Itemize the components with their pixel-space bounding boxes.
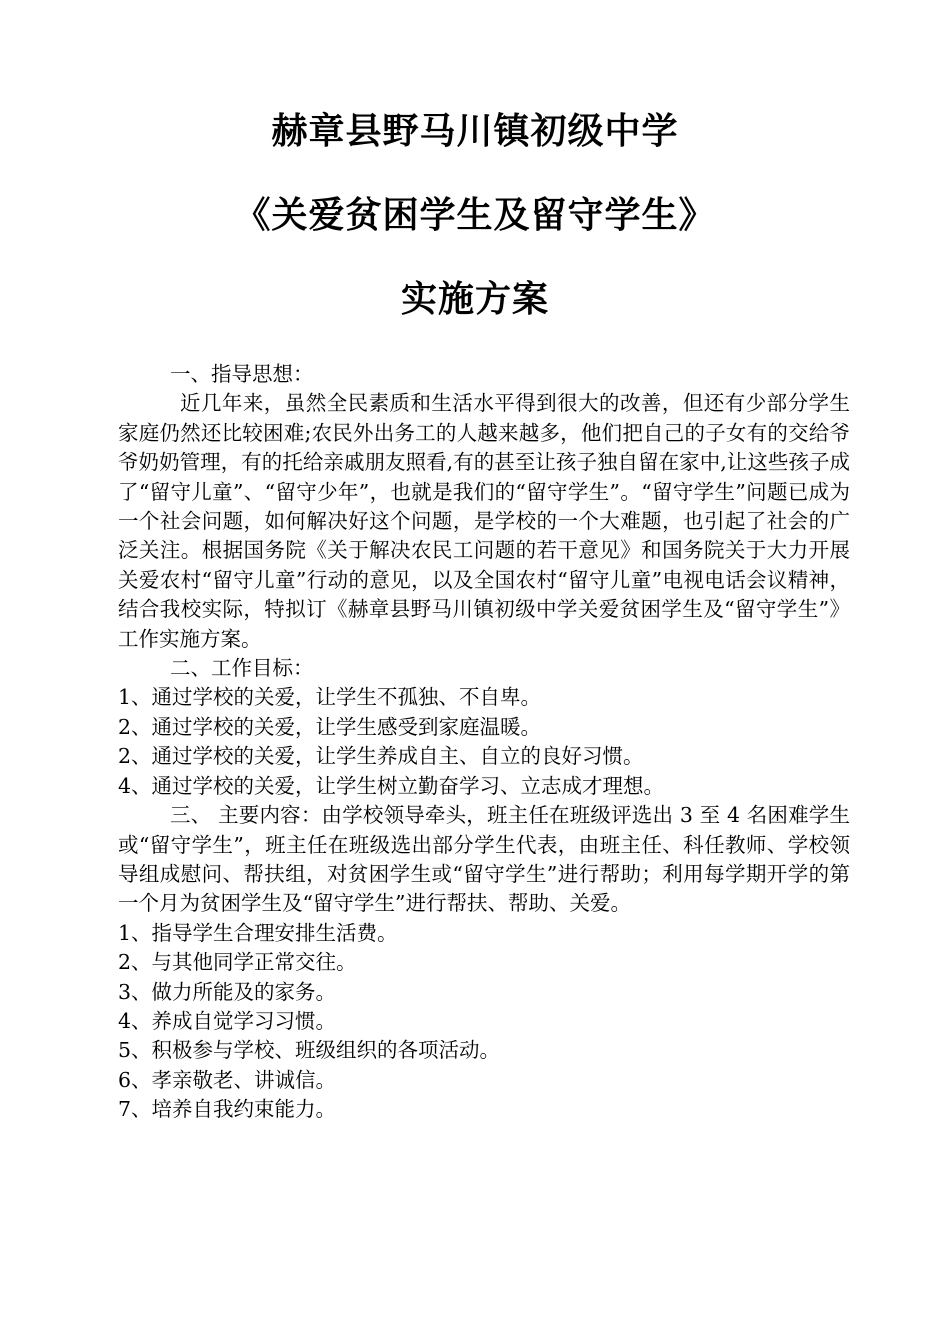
- content-item-7: 7、培养自我约束能力。: [118, 1097, 337, 1122]
- goal-item-3: 2、通过学校的关爱，让学生养成自主、自立的良好习惯。: [118, 744, 644, 769]
- title-block: [0, 112, 950, 364]
- content-item-5: 5、积极参与学校、班级组织的各项活动。: [118, 1038, 501, 1063]
- content-item-3: 3、做力所能及的家务。: [118, 979, 337, 1004]
- content-item-1: 1、指导学生合理安排生活费。: [118, 920, 398, 945]
- content-item-6: 6、孝亲敬老、讲诚信。: [118, 1067, 337, 1092]
- program-title: 《关爱贫困学生及留守学生》: [234, 195, 716, 236]
- goal-item-2: 2、通过学校的关爱，让学生感受到家庭温暖。: [118, 714, 542, 739]
- content-item-4: 4、养成自觉学习习惯。: [118, 1008, 337, 1033]
- goal-item-4: 4、通过学校的关爱，让学生树立勤奋学习、立志成才理想。: [118, 773, 665, 798]
- section1-heading: 一、指导思想：: [170, 362, 314, 386]
- plan-title: 实施方案: [400, 279, 549, 320]
- section2-heading: 二、工作目标：: [170, 656, 314, 681]
- school-title: 赫章县野马川镇初级中学: [271, 111, 679, 152]
- goal-item-1: 1、通过学校的关爱，让学生不孤独、不自卑。: [118, 685, 542, 710]
- section3-paragraph: 三、 主要内容：由学校领导牵头，班主任在班级评选出 3 至 4 名困难学生或“留守学生”，班主任在班级选出部分学生代表，由班主任、科任教师、学校领导组成慰问、帮扶组，对贫困学生或“留守学生”进行帮助；利用每学期开学的第一个月为贫困学生及“留守学生”进行帮扶、帮助、关爱。: [118, 803, 850, 916]
- document-body: [118, 360, 850, 1125]
- section1-paragraph: 近几年来，虽然全民素质和生活水平得到很大的改善，但还有少部分学生家庭仍然还比较困难;农民外出务工的人越来越多，他们把自己的子女有的交给爷爷奶奶管理，有的托给亲戚朋友照看,有的甚至让孩子独自留在家中,让这些孩子成了“留守儿童”、“留守少年”，也就是我们的“留守学生”。“留守学生”问题已成为一个社会问题，如何解决好这个问题，是学校的一个大难题，也引起了社会的广泛关注。根据国务院《关于解决农民工问题的若干意见》和国务院关于大力开展关爱农村“留守儿童”行动的意见，以及全国农村“留守儿童”电视电话会议精神，结合我校实际，特拟订《赫章县野马川镇初级中学关爱贫困学生及“留守学生”》工作实施方案。: [118, 391, 850, 651]
- content-item-2: 2、与其他同学正常交往。: [118, 950, 357, 975]
